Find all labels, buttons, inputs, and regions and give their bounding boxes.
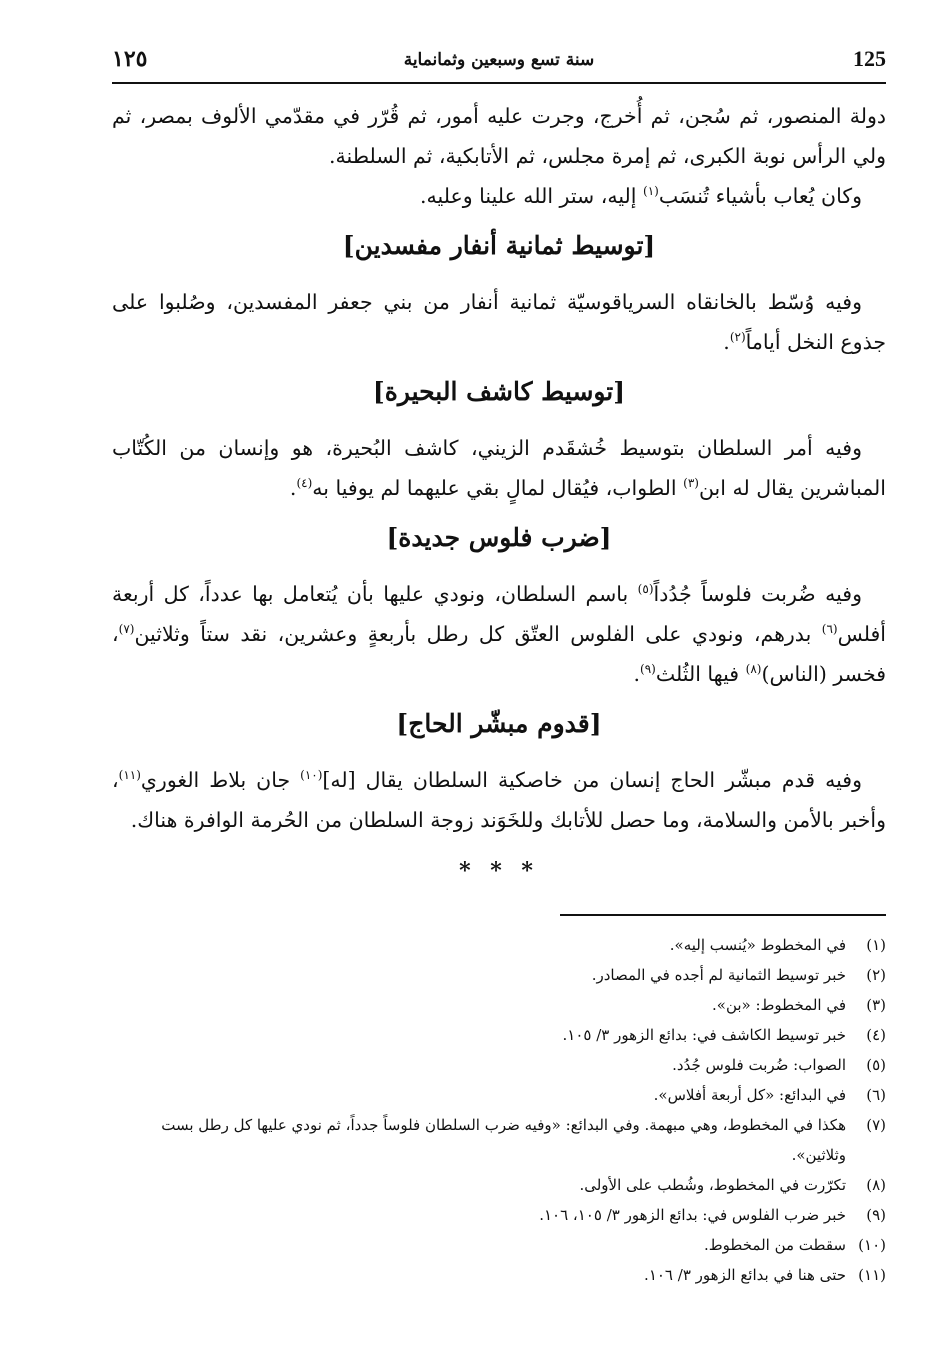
main-text <box>112 96 886 884</box>
note-ref-10: (١٠) <box>300 768 323 783</box>
footnote-text: في البدائع: «كل أربعة أفلاس». <box>653 1086 846 1104</box>
note-ref-6: (٦) <box>821 622 838 637</box>
footnote-text: في المخطوط: «بن». <box>712 996 846 1014</box>
section-heading-2: [توسيط كاشف البحيرة] <box>372 377 626 406</box>
s3-p1: وفيه ضُربت فلوساً جُدُداً <box>653 582 862 606</box>
footnote <box>112 930 886 960</box>
footnote-text: سقطت من المخطوط. <box>704 1236 846 1254</box>
note-ref-9: (٩) <box>640 662 656 677</box>
section-4-paragraph <box>112 760 886 840</box>
page-number-latin: 125 <box>853 46 886 71</box>
footnote <box>112 1050 886 1080</box>
footnote-text: تكرّرت في المخطوط، وشُطب على الأولى. <box>579 1176 846 1194</box>
s2-end: . <box>289 476 297 500</box>
note-ref-11: (١١) <box>118 768 141 783</box>
note-ref-3: (٣) <box>683 476 699 491</box>
note-ref-8: (٨) <box>745 662 762 677</box>
s4-p1: وفيه قدم مبشّر الحاج إنسان من خاصكية السلطان يقال [له] <box>322 768 862 792</box>
footnote-number: (١١) <box>858 1266 886 1284</box>
note-ref-2: (٢) <box>729 330 746 345</box>
section-heading-1: [توسيط ثمانية أنفار مفسدين] <box>342 231 656 260</box>
footnote <box>112 1080 886 1110</box>
footnote-number: (٧) <box>866 1116 886 1134</box>
intro-paragraph-2 <box>112 176 886 216</box>
footnote-number: (٩) <box>866 1206 886 1224</box>
s4-p3: ، وأخبر بالأمن والسلامة، وما حصل للأتابك وللخَوَند زوجة السلطان من الحُرمة الوافرة هناك. <box>112 768 886 832</box>
s1-end: . <box>723 330 730 354</box>
intro-paragraph: دولة المنصور، ثم سُجن، ثم أُخرج، وجرت عليه أمور، ثم قُرّر في مقدّمي الألوف بمصر، ثم ولي الرأس نوبة الكبرى، ثم إمرة مجلس، ثم الأتابكية، ثم السلطنة. <box>112 104 886 168</box>
s3-p6: . <box>633 662 641 686</box>
footnotes <box>112 930 886 1290</box>
s2-mid: الطواب، فيُقال لمالٍ بقي عليهما لم يوفيا به <box>312 476 684 500</box>
page-number-arabic: ١٢٥ <box>112 46 148 72</box>
footnote-number: (٥) <box>866 1056 886 1074</box>
footnote <box>112 1110 886 1170</box>
footnote-text: خبر ضرب الفلوس في: بدائع الزهور ٣/ ١٠٥، ١٠٦. <box>539 1206 846 1224</box>
section-heading-3: [ضرب فلوس جديدة] <box>386 523 612 552</box>
note-ref-4: (٤) <box>296 476 313 491</box>
running-title: سنة تسع وسبعين وثمانماية <box>403 50 595 70</box>
note-ref-5: (٥) <box>637 582 654 597</box>
footnote-number: (٢) <box>866 966 886 984</box>
footnote-text: الصواب: ضُربت فلوس جُدُد. <box>672 1056 846 1074</box>
footnote-number: (٣) <box>866 996 886 1014</box>
intro2-before: وكان يُعاب بأشياء تُنسَب <box>658 184 862 208</box>
note-ref-7: (٧) <box>118 622 135 637</box>
s4-p2: جان بلاط الغوري <box>140 768 301 792</box>
s1-text: وفيه وُسّط بالخانقاه السرياقوسيّة ثمانية أنفار من بني جعفر المفسدين، وصُلبوا على جذوع النخل أياماً <box>112 290 886 354</box>
footnote-text: هكذا في المخطوط، وهي مبهمة. وفي البدائع: «وفيه ضرب السلطان فلوساً جدداً، ثم نودي عليها كل رطل بست وثلاثين». <box>161 1116 846 1164</box>
section-heading-4: [قدوم مبشّر الحاج] <box>396 709 602 738</box>
footnote-text: حتى هنا في بدائع الزهور ٣/ ١٠٦. <box>644 1266 846 1284</box>
section-separator: * * * <box>459 858 539 884</box>
s2-text: وفيه أمر السلطان بتوسيط خُشقَدم الزيني، كاشف البُحيرة، هو وإنسان من الكُتّاب المباشرين يقال له ابن <box>112 436 886 500</box>
s3-p2: باسم السلطان، ونودي عليها بأن يُتعامل بها عدداً، كل أربعة أفلس <box>112 582 886 646</box>
footnote-text: خبر توسيط الكاشف في: بدائع الزهور ٣/ ١٠٥. <box>562 1026 846 1044</box>
footnote-number: (٨) <box>866 1176 886 1194</box>
section-1-paragraph <box>112 282 886 362</box>
footnote <box>112 960 886 990</box>
footnote <box>112 990 886 1020</box>
footnote-divider <box>560 914 886 916</box>
footnote-number: (٦) <box>866 1086 886 1104</box>
footnote-number: (١٠) <box>858 1236 886 1254</box>
footnote <box>112 1230 886 1260</box>
footnote-number: (١) <box>866 936 886 954</box>
footnote-text: خبر توسيط الثمانية لم أجده في المصادر. <box>591 966 846 984</box>
s3-p5: فيها الثُلث <box>655 662 746 686</box>
s3-p4: ، فخسر (الناس) <box>112 622 886 686</box>
footnote <box>112 1200 886 1230</box>
s3-p3: بدرهم، ونودي على الفلوس العتّق كل رطل بأربعةٍ وعشرين، نقد ستاً وثلاثين <box>134 622 822 646</box>
footnote <box>112 1020 886 1050</box>
footnote-number: (٤) <box>866 1026 886 1044</box>
note-ref-1: (١) <box>643 184 659 199</box>
footnote <box>112 1170 886 1200</box>
section-3-paragraph <box>112 574 886 694</box>
page-header <box>112 42 886 84</box>
footnote <box>112 1260 886 1290</box>
intro2-after: إليه، ستر الله علينا وعليه. <box>420 184 643 208</box>
section-2-paragraph <box>112 428 886 508</box>
footnote-text: في المخطوط «يُنسب إليه». <box>669 936 846 954</box>
